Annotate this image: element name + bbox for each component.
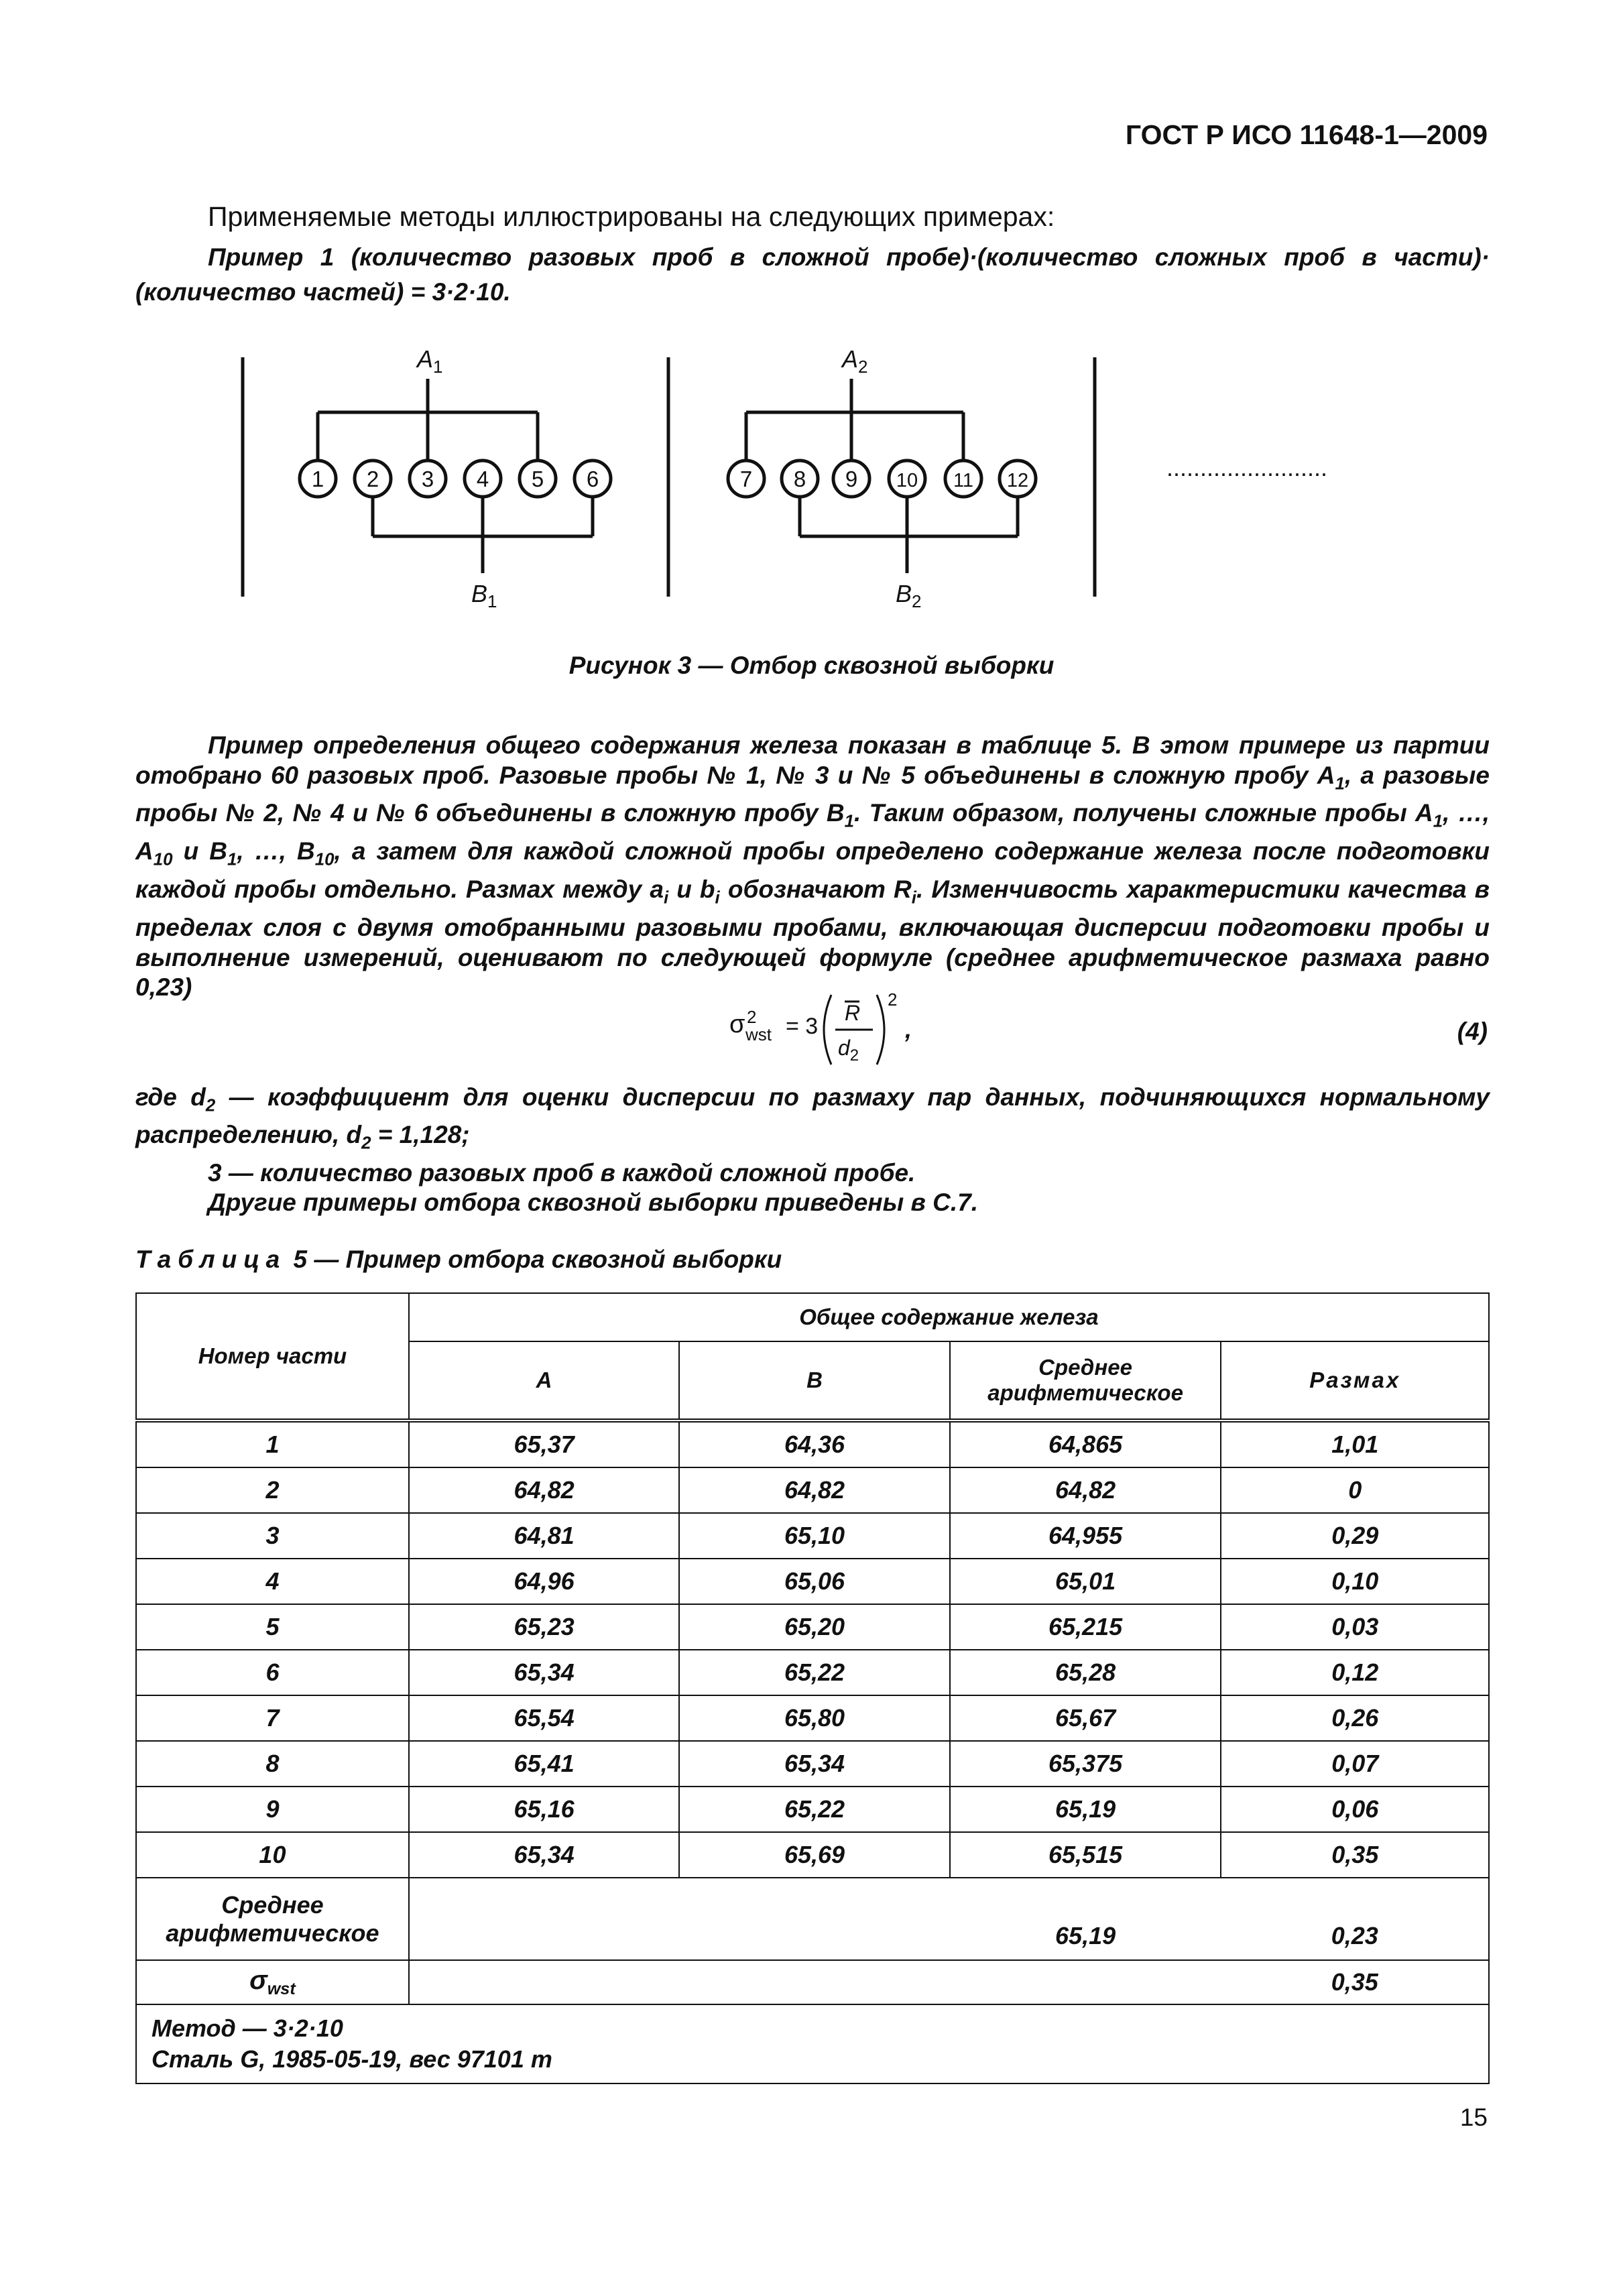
mean-row	[136, 1878, 1489, 1960]
method-note: Метод — 3·2·10	[152, 2014, 343, 2042]
svg-text:2: 2	[888, 989, 898, 1010]
table-row: 2 64,82 64,82 64,82 0	[136, 1467, 1489, 1513]
footer-row	[136, 2004, 1489, 2083]
table-row: 6 65,34 65,22 65,28 0,12	[136, 1650, 1489, 1695]
circle-label: 6	[586, 467, 599, 491]
figure-caption: Рисунок 3 — Отбор сквозной выборки	[568, 652, 1055, 679]
figure-3-diagram	[201, 335, 1475, 617]
mean-range: 0,23	[1221, 1878, 1489, 1960]
steel-note: Сталь G, 1985-05-19, вес 97101 т	[152, 2045, 552, 2073]
header-total-iron: Общее содержание железа	[409, 1293, 1489, 1341]
explanation-paragraph: Пример определения общего содержания железа показан в таблице 5. В этом примере из партии отобрано 60 разовых проб. Разовые пробы № 1, № 3 и № 5 объединены в сложную пробу $A_1$, а разовые пробы № 2, № 4 и № 6 объединены в сложную пробу $B_1$. Таким образом, получены сложные пробы $A_1$, …, $A_{10}$ и $B_1$, …, $B_{10}$, а затем для каждой сложной пробы определено содержание железа после подготовки каждой пробы отдельно. Размах между $a_i$ и $b_i$ обозначают $R_i$. Изменчивость характеристики качества в пределах слоя с двумя отобранными разовыми пробами, включающая дисперсии подготовки пробы и выполнение измерений, оценивают по следующей формуле (среднее арифметическое размаха равно 0,23)	[135, 731, 1490, 1002]
circle-label: 1	[311, 467, 324, 491]
label-a2: $A_2$	[842, 345, 868, 377]
table-row: 4 64,96 65,06 65,01 0,10	[136, 1559, 1489, 1604]
svg-text:2: 2	[747, 1007, 757, 1027]
formula-4	[724, 985, 939, 1073]
svg-text:= 3: = 3	[786, 1014, 819, 1039]
sigma-row	[136, 1960, 1489, 2004]
continuation-dots: ........................	[1166, 454, 1328, 481]
table-row: 10 65,34 65,69 65,515 0,35	[136, 1832, 1489, 1878]
label-a1: $A_1$	[417, 345, 443, 377]
table-caption: Таблица 5 — Пример отбора сквозной выборки	[135, 1246, 782, 1273]
circle-label: 9	[845, 467, 858, 491]
mean-label: Среднее арифметическое	[136, 1878, 409, 1960]
where-block	[135, 1083, 1490, 1217]
formula-number: (4)	[1457, 1018, 1488, 1045]
label-b1: $B_1$	[471, 580, 497, 611]
circle-label: 12	[1006, 470, 1029, 491]
circle-label: 8	[793, 467, 806, 491]
circle-label: 3	[421, 467, 434, 491]
circle-label: 5	[531, 467, 544, 491]
where-definition-3: 3 — количество разовых проб в каждой сложной пробе.	[208, 1158, 916, 1187]
header-range: Размах	[1221, 1341, 1489, 1421]
table-row: 8 65,41 65,34 65,375 0,07	[136, 1741, 1489, 1787]
table-row: 3 64,81 65,10 64,955 0,29	[136, 1513, 1489, 1559]
table-row: 9 65,16 65,22 65,19 0,06	[136, 1787, 1489, 1832]
where-definition-d2: где $d_2$ — коэффициент для оценки дисперсии по размаху пар данных, подчиняющихся нормальному распределению, $d_2 = 1,128$;	[135, 1083, 1490, 1153]
table-row: 1 65,37 64,36 64,865 1,01	[136, 1421, 1489, 1467]
circle-label: 10	[896, 470, 918, 491]
page-number: 15	[1459, 2104, 1488, 2131]
document-header: ГОСТ Р ИСО 11648-1—2009	[1125, 119, 1488, 150]
intro-text: Применяемые методы иллюстрированы на следующих примерах:	[208, 201, 1055, 232]
svg-text:d2: $d_2$	[838, 1036, 859, 1065]
svg-text:,: ,	[905, 1016, 912, 1043]
circle-label: 11	[953, 470, 974, 491]
other-examples-note: Другие примеры отбора сквозной выборки приведены в С.7.	[208, 1188, 979, 1216]
header-part-number: Номер части	[136, 1293, 409, 1421]
circle-label: 4	[476, 467, 489, 491]
sigma-label: $\sigma_{wst}$	[136, 1960, 409, 2004]
table-row: 5 65,23 65,20 65,215 0,03	[136, 1604, 1489, 1650]
example-1-text: Пример 1 (количество разовых проб в сложной пробе)·(количество сложных проб в части)· (количество частей) = 3·2·10.	[135, 243, 1490, 306]
svg-text:wst: wst	[745, 1024, 772, 1044]
sigma-value: 0,35	[1221, 1960, 1489, 2004]
table-row: 7 65,54 65,80 65,67 0,26	[136, 1695, 1489, 1741]
header-b: B	[679, 1341, 949, 1421]
iron-content-table	[135, 1292, 1490, 2084]
header-mean: Среднее арифметическое	[950, 1341, 1221, 1421]
label-b2: $B_2$	[896, 580, 922, 611]
svg-text:σ: σ	[729, 1010, 745, 1038]
circle-label: 7	[739, 467, 753, 491]
svg-text:R: R	[845, 1001, 861, 1025]
mean-value: 65,19	[950, 1878, 1221, 1960]
header-a: A	[409, 1341, 679, 1421]
circle-label: 2	[366, 467, 379, 491]
